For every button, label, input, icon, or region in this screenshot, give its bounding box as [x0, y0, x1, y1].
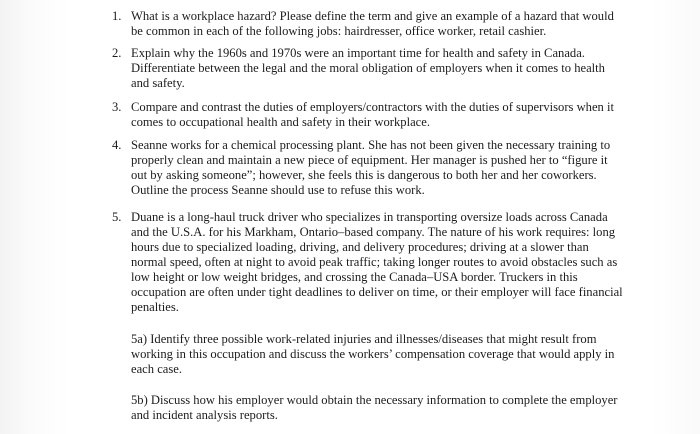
text-line: 5b) Discuss how his employer would obtain the necessary information to complete the employer — [131, 393, 618, 407]
text-line: Differentiate between the legal and the moral obligation of employers when it comes to health — [131, 61, 605, 75]
text-line: out by asking someone”; however, she feels this is dangerous to both her and her coworkers. — [131, 168, 597, 182]
text-line: What is a workplace hazard? Please define the term and give an example of a hazard that would — [131, 9, 614, 23]
text-line: and the U.S.A. for his Markham, Ontario–based company. The nature of his work requires: long — [131, 225, 616, 239]
text-line: Compare and contrast the duties of employers/contractors with the duties of supervisors when it — [131, 100, 614, 114]
text-line: Seanne works for a chemical processing plant. She has not been given the necessary training to — [131, 138, 611, 152]
question-number: 2. — [112, 46, 122, 60]
text-line: occupation are often under tight deadlines to deliver on time, or their employer will face financial — [131, 285, 623, 299]
question-number: 5. — [112, 210, 122, 224]
question-number: 4. — [112, 138, 122, 152]
question-text — [131, 46, 615, 91]
text-line: working in this occupation and discuss the workers’ compensation coverage that would apply in — [131, 347, 615, 361]
text-line: each case. — [131, 362, 183, 376]
text-line: low height or low weight bridges, and crossing the Canada–USA border. Truckers in this — [131, 270, 578, 284]
text-line: and safety. — [131, 76, 185, 90]
question-number: 3. — [112, 100, 122, 114]
text-line: hours due to specialized loading, driving, and delivery procedures; driving at a slower than — [131, 240, 589, 254]
question-text — [131, 210, 623, 315]
text-line: Explain why the 1960s and 1970s were an important time for health and safety in Canada. — [131, 46, 585, 60]
text-line: penalties. — [131, 300, 179, 314]
question-text — [131, 100, 615, 130]
text-line: be common in each of the following jobs: hairdresser, office worker, retail cashier. — [131, 24, 547, 38]
text-line: comes to occupational health and safety in their workplace. — [131, 115, 430, 129]
question-text — [131, 9, 615, 39]
subquestion-5b — [131, 393, 618, 423]
text-line: and incident analysis reports. — [131, 408, 278, 422]
question-number: 1. — [112, 9, 122, 23]
text-line: properly clean and maintain a new piece of equipment. Her manager is pushed her to “figure it — [131, 153, 608, 167]
text-line: Outline the process Seanne should use to refuse this work. — [131, 183, 425, 197]
question-text — [131, 138, 615, 198]
text-line: 5a) Identify three possible work-related injuries and illnesses/diseases that might result from — [131, 332, 597, 346]
subquestion-5a — [131, 332, 615, 377]
text-line: normal speed, often at night to avoid peak traffic; taking longer routes to avoid obstacles such as — [131, 255, 618, 269]
text-line: Duane is a long-haul truck driver who specializes in transporting oversize loads across Canada — [131, 210, 608, 224]
